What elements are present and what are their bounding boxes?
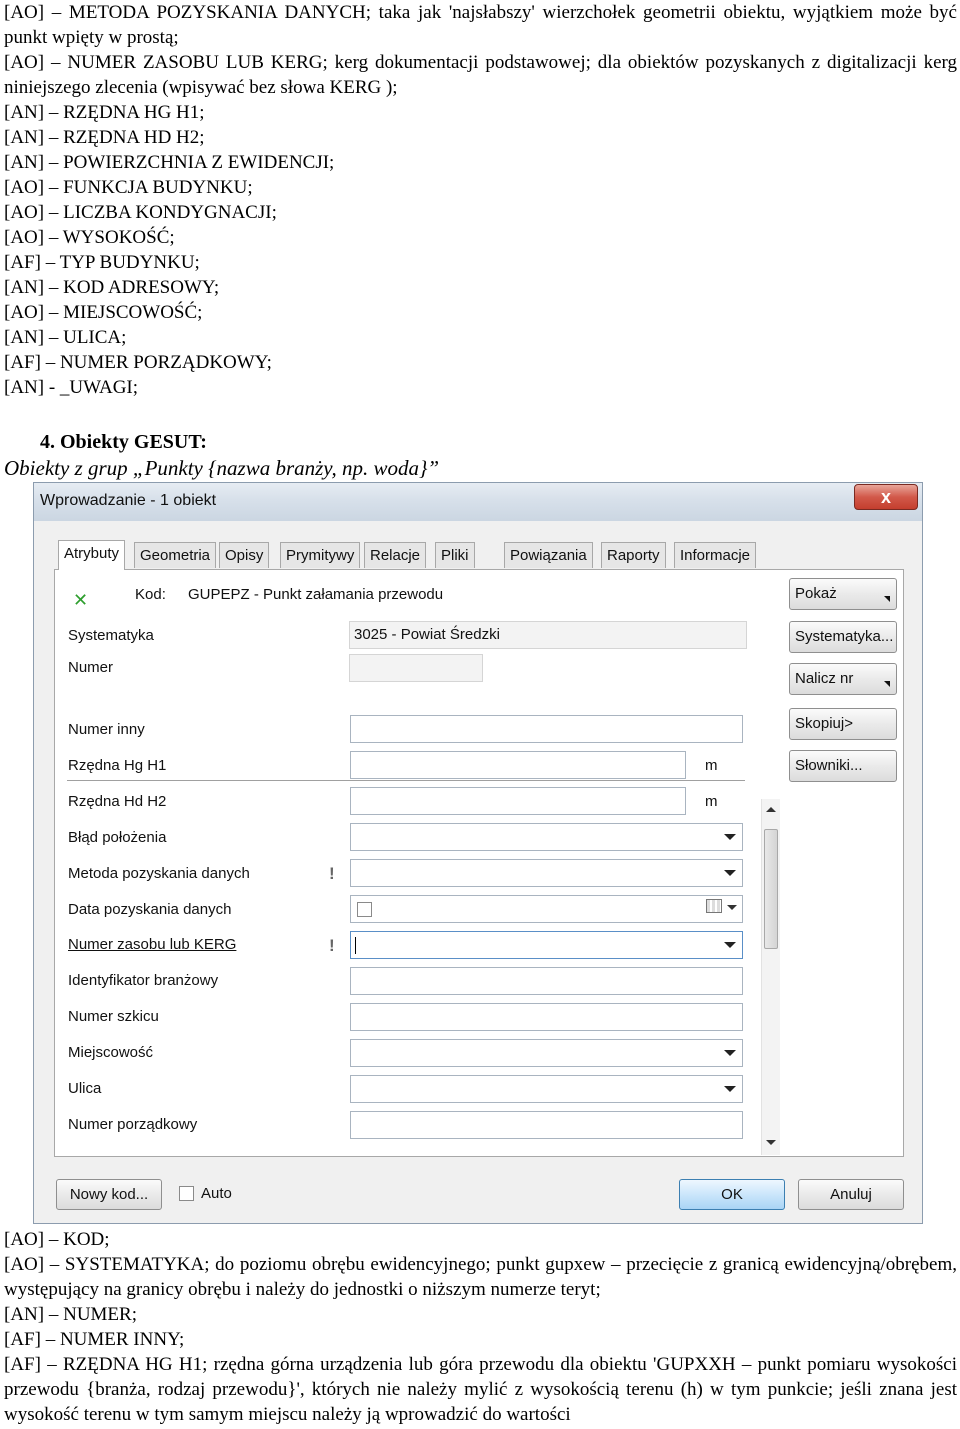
required-icon: ! [329,864,335,883]
line-numer: [AN] – NUMER; [4,1304,137,1325]
porzadkowy-input[interactable] [350,1111,743,1139]
blad-select[interactable] [350,823,743,851]
kod-label: Kod: [135,586,166,603]
pokaz-label: Pokaż [795,585,837,602]
anuluj-button[interactable]: Anuluj [798,1179,904,1210]
line-liczba-kondygnacji: [AO] – LICZBA KONDYGNACJI; [4,202,277,223]
skopiuj-button[interactable]: Skopiuj> [789,708,897,740]
line-numer-inny: [AF] – NUMER INNY; [4,1329,185,1350]
rzedna-hd-unit: m [705,793,718,810]
dropdown-triangle-icon [884,596,890,602]
ulica-select[interactable] [350,1075,743,1103]
chevron-down-icon [724,834,736,840]
calendar-icon[interactable] [706,899,722,913]
tab-atrybuty[interactable]: Atrybuty [58,540,125,570]
required-icon: ! [329,936,335,955]
porzadkowy-label: Numer porządkowy [68,1116,198,1133]
para-systematyka: [AO] – SYSTEMATYKA; do poziomu obrębu ewidencyjnego; punkt gupxew – przecięcie z granicą ewidencyjną/obrębem, występujący na granicy obrębu i należy do jednostki o niższym numerze teryt; [4,1254,957,1300]
zasob-label: Numer zasobu lub KERG [68,936,237,953]
close-green-icon[interactable]: ✕ [73,590,89,610]
miejscowosc-select[interactable] [350,1039,743,1067]
rzedna-hg-unit: m [705,757,718,774]
line-rzedna-hd: [AN] – RZĘDNA HD H2; [4,127,205,148]
ident-label: Identyfikator branżowy [68,972,219,989]
scroll-thumb[interactable] [764,829,778,949]
auto-checkbox[interactable] [179,1186,194,1201]
systematyka-button[interactable]: Systematyka... [789,621,897,653]
text-caret [355,937,356,954]
ident-input[interactable] [350,967,743,995]
numer-inny-input[interactable] [350,715,743,743]
line-powierzchnia: [AN] – POWIERZCHNIA Z EWIDENCJI; [4,152,335,173]
pokaz-button[interactable] [789,578,897,610]
para-numer-zasobu: [AO] – NUMER ZASOBU LUB KERG; kerg dokumentacji podstawowej; dla obiektów pozyskanych z digitalizacji kerg niniejszego zlecenia (wpisywać bez słowa KERG ); [4,52,957,98]
line-uwagi: [AN] - _UWAGI; [4,377,139,398]
dialog-titlebar [34,483,922,521]
nalicz-label: Nalicz nr [795,670,854,687]
dialog-window [33,482,923,1224]
systematyka-field: 3025 - Powiat Średzki [349,621,747,649]
metoda-select[interactable] [350,859,743,887]
tab-pliki[interactable]: Pliki [435,542,475,568]
nowy-kod-button[interactable]: Nowy kod... [56,1179,162,1210]
tab-geometria[interactable]: Geometria [134,542,216,568]
szkic-label: Numer szkicu [68,1008,159,1025]
rzedna-hd-label: Rzędna Hd H2 [68,793,167,810]
tab-relacje[interactable]: Relacje [364,542,426,568]
zasob-select[interactable] [350,931,743,959]
rzedna-hg-input[interactable] [350,751,686,779]
line-miejscowosc: [AO] – MIEJSCOWOŚĆ; [4,302,203,323]
line-kod-adresowy: [AN] – KOD ADRESOWY; [4,277,220,298]
slowniki-button[interactable]: Słowniki... [789,750,897,782]
data-label: Data pozyskania danych [68,901,232,918]
attributes-panel [54,569,904,1157]
tab-prymitywy[interactable]: Prymitywy [280,542,360,568]
date-checkbox[interactable] [357,902,372,917]
chevron-down-icon [724,942,736,948]
scroll-down-icon[interactable] [766,1140,776,1145]
kod-value: GUPEPZ - Punkt załamania przewodu [188,586,444,603]
line-numer-porzadkowy: [AF] – NUMER PORZĄDKOWY; [4,352,272,373]
para-metoda-pozyskania: [AO] – METODA POZYSKANIA DANYCH; taka jak 'najsłabszy' wierzchołek geometrii obiektu, wyjątkiem może być punkt wpięty w prostą; [4,2,957,48]
line-typ-budynku: [AF] – TYP BUDYNKU; [4,252,200,273]
blad-label: Błąd położenia [68,829,167,846]
line-kod: [AO] – KOD; [4,1229,110,1250]
chevron-down-icon [724,1050,736,1056]
tab-powiazania[interactable]: Powiązania [504,542,593,568]
dialog-title: Wprowadzanie - 1 obiekt [40,492,217,509]
rzedna-hg-label: Rzędna Hg H1 [68,757,167,774]
section-heading: 4. Obiekty GESUT: [40,431,207,453]
numer-inny-label: Numer inny [68,721,145,738]
chevron-down-icon [724,1086,736,1092]
szkic-input[interactable] [350,1003,743,1031]
tab-raporty[interactable]: Raporty [601,542,666,568]
rzedna-hd-input[interactable] [350,787,686,815]
systematyka-label: Systematyka [68,627,154,644]
numer-field [349,654,483,682]
scroll-up-icon[interactable] [766,807,776,812]
dropdown-triangle-icon [884,681,890,687]
vertical-scrollbar[interactable] [761,799,780,1155]
close-button[interactable]: x [854,484,918,510]
chevron-down-icon [724,870,736,876]
auto-label: Auto [201,1185,232,1202]
section-subheading: Obiekty z grup „Punkty {nazwa branży, np. woda}” [4,456,440,480]
chevron-down-icon[interactable] [727,905,737,910]
nalicz-button[interactable] [789,663,897,695]
ulica-label: Ulica [68,1080,102,1097]
numer-label: Numer [68,659,114,676]
line-wysokosc: [AO] – WYSOKOŚĆ; [4,227,175,248]
line-funkcja-budynku: [AO] – FUNKCJA BUDYNKU; [4,177,253,198]
line-ulica: [AN] – ULICA; [4,327,127,348]
para-rzedna: [AF] – RZĘDNA HG H1; rzędna górna urządzenia lub góra przewodu dla obiektu 'GUPXXH – punkt pomiaru wysokości przewodu {branża, rodzaj przewodu}', których nie należy mylić z wysokością terenu (h) w tym punkcie; jeśli znana jest wysokość terenu w tym samym miejscu należy ją wprowadzić do wartości [4,1354,957,1425]
tab-informacje[interactable]: Informacje [674,542,756,568]
line-rzedna-hg: [AN] – RZĘDNA HG H1; [4,102,205,123]
miejscowosc-label: Miejscowość [68,1044,154,1061]
separator [67,780,745,781]
ok-button[interactable]: OK [679,1179,785,1210]
tab-opisy[interactable]: Opisy [219,542,269,568]
data-picker[interactable] [350,895,743,923]
metoda-label: Metoda pozyskania danych [68,865,250,882]
